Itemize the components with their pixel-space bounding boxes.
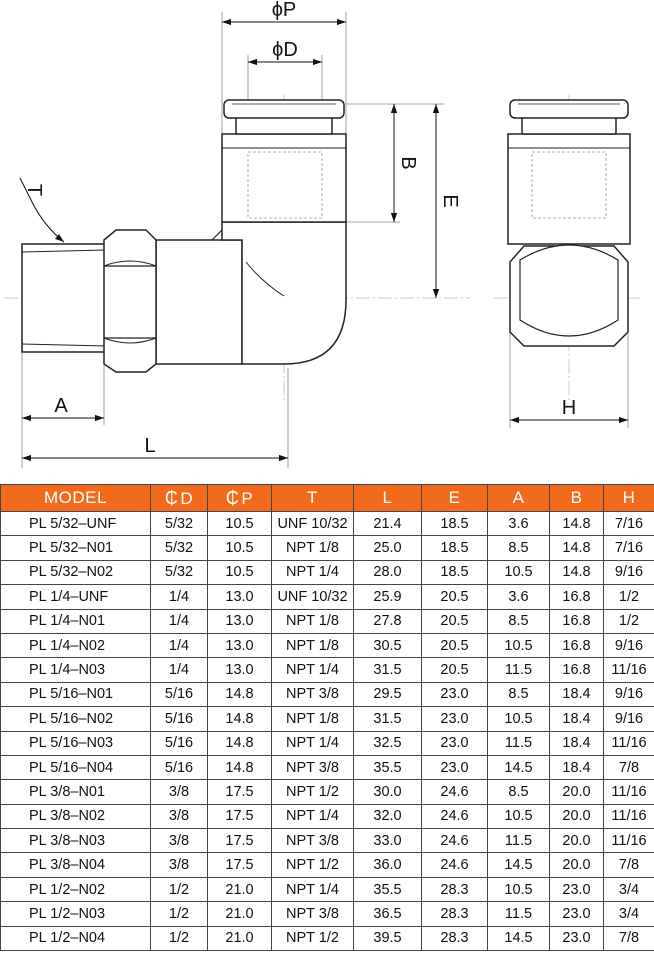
cell-h: 9/16 [604, 682, 654, 706]
table-row [1, 585, 654, 609]
cell-a: 14.5 [488, 853, 550, 877]
cell-model: PL 5/16–N01 [1, 682, 151, 706]
table-row [1, 707, 654, 731]
cell-p: 14.8 [208, 682, 272, 706]
cell-t: UNF 10/32 [272, 512, 354, 536]
cell-t: NPT 1/8 [272, 707, 354, 731]
cell-p: 10.5 [208, 536, 272, 560]
cell-h: 3/4 [604, 902, 654, 926]
cell-l: 35.5 [354, 877, 422, 901]
cell-model: PL 1/4–N02 [1, 633, 151, 657]
diameter-symbol: ₵ [225, 487, 240, 508]
cell-l: 30.0 [354, 780, 422, 804]
cell-l: 32.0 [354, 804, 422, 828]
cell-d: 3/8 [151, 853, 208, 877]
table-row [1, 902, 654, 926]
cell-a: 10.5 [488, 877, 550, 901]
cell-b: 14.8 [550, 512, 604, 536]
cell-e: 23.0 [422, 731, 488, 755]
cell-e: 20.5 [422, 633, 488, 657]
cell-a: 8.5 [488, 536, 550, 560]
cell-t: NPT 1/2 [272, 926, 354, 950]
label-P: ϕP [271, 0, 297, 21]
header-b: B [550, 485, 604, 512]
header-model: MODEL [1, 485, 151, 512]
table-row [1, 780, 654, 804]
cell-h: 7/8 [604, 853, 654, 877]
cell-d: 1/2 [151, 926, 208, 950]
table-row [1, 536, 654, 560]
cell-b: 20.0 [550, 780, 604, 804]
cell-b: 16.8 [550, 658, 604, 682]
cell-model: PL 5/32–UNF [1, 512, 151, 536]
cell-t: NPT 1/4 [272, 877, 354, 901]
cell-b: 16.8 [550, 633, 604, 657]
cell-d: 5/16 [151, 755, 208, 779]
cell-model: PL 5/16–N02 [1, 707, 151, 731]
cell-h: 9/16 [604, 707, 654, 731]
cell-d: 1/4 [151, 658, 208, 682]
cell-model: PL 5/16–N04 [1, 755, 151, 779]
cell-b: 18.4 [550, 755, 604, 779]
vertical-tube [222, 134, 346, 222]
cell-model: PL 5/16–N03 [1, 731, 151, 755]
cell-t: NPT 1/4 [272, 658, 354, 682]
table-row [1, 609, 654, 633]
cell-b: 20.0 [550, 804, 604, 828]
label-B: B [397, 156, 419, 170]
cell-l: 29.5 [354, 682, 422, 706]
cell-b: 23.0 [550, 902, 604, 926]
cell-t: NPT 1/2 [272, 853, 354, 877]
cell-e: 18.5 [422, 512, 488, 536]
cell-a: 14.5 [488, 755, 550, 779]
cell-e: 18.5 [422, 536, 488, 560]
cell-p: 17.5 [208, 804, 272, 828]
cell-t: NPT 1/4 [272, 804, 354, 828]
cell-t: NPT 1/8 [272, 609, 354, 633]
table-row [1, 829, 654, 853]
cell-b: 20.0 [550, 853, 604, 877]
cell-e: 20.5 [422, 609, 488, 633]
cell-h: 9/16 [604, 560, 654, 584]
threaded-end [22, 244, 106, 352]
header-e: E [422, 485, 488, 512]
cell-d: 5/16 [151, 731, 208, 755]
table-body [1, 512, 654, 951]
cell-p: 10.5 [208, 512, 272, 536]
body-tube [156, 240, 242, 364]
cell-l: 31.5 [354, 707, 422, 731]
cell-a: 8.5 [488, 682, 550, 706]
cell-t: UNF 10/32 [272, 585, 354, 609]
cell-d: 5/32 [151, 536, 208, 560]
table-row [1, 512, 654, 536]
cell-l: 25.9 [354, 585, 422, 609]
cell-d: 3/8 [151, 804, 208, 828]
table-row [1, 633, 654, 657]
table-row [1, 682, 654, 706]
label-D: ϕD [272, 39, 298, 61]
diameter-symbol: ₵ [164, 487, 179, 508]
cell-t: NPT 3/8 [272, 755, 354, 779]
cell-b: 23.0 [550, 877, 604, 901]
cell-h: 1/2 [604, 609, 654, 633]
cell-t: NPT 1/4 [272, 731, 354, 755]
cell-e: 28.3 [422, 926, 488, 950]
cell-e: 18.5 [422, 560, 488, 584]
cell-b: 18.4 [550, 707, 604, 731]
cell-h: 1/2 [604, 585, 654, 609]
cell-h: 3/4 [604, 877, 654, 901]
cell-a: 10.5 [488, 707, 550, 731]
cell-p: 17.5 [208, 853, 272, 877]
cell-p: 10.5 [208, 560, 272, 584]
header-h: H [604, 485, 654, 512]
cell-d: 1/2 [151, 877, 208, 901]
cell-a: 10.5 [488, 804, 550, 828]
cell-p: 14.8 [208, 755, 272, 779]
cell-d: 3/8 [151, 780, 208, 804]
cell-e: 24.6 [422, 780, 488, 804]
label-T: T [23, 183, 45, 197]
cell-h: 7/8 [604, 926, 654, 950]
cell-l: 21.4 [354, 512, 422, 536]
cell-a: 11.5 [488, 658, 550, 682]
cell-l: 28.0 [354, 560, 422, 584]
cell-p: 13.0 [208, 658, 272, 682]
cell-h: 9/16 [604, 633, 654, 657]
cell-model: PL 1/4–UNF [1, 585, 151, 609]
cell-b: 14.8 [550, 536, 604, 560]
cell-model: PL 3/8–N04 [1, 853, 151, 877]
cell-d: 3/8 [151, 829, 208, 853]
cell-t: NPT 3/8 [272, 682, 354, 706]
header-t: T [272, 485, 354, 512]
cell-t: NPT 3/8 [272, 829, 354, 853]
cell-p: 14.8 [208, 707, 272, 731]
cell-p: 14.8 [208, 731, 272, 755]
cell-t: NPT 3/8 [272, 902, 354, 926]
cell-model: PL 5/32–N01 [1, 536, 151, 560]
cell-l: 36.5 [354, 902, 422, 926]
cell-h: 11/16 [604, 829, 654, 853]
cell-l: 32.5 [354, 731, 422, 755]
cell-d: 5/32 [151, 560, 208, 584]
side-tube [508, 134, 630, 244]
cell-a: 11.5 [488, 829, 550, 853]
cell-model: PL 1/2–N02 [1, 877, 151, 901]
cell-p: 21.0 [208, 902, 272, 926]
cell-h: 7/16 [604, 512, 654, 536]
cell-model: PL 1/4–N03 [1, 658, 151, 682]
cell-b: 18.4 [550, 731, 604, 755]
cell-model: PL 5/32–N02 [1, 560, 151, 584]
cell-l: 30.5 [354, 633, 422, 657]
cell-p: 21.0 [208, 926, 272, 950]
cell-model: PL 1/2–N04 [1, 926, 151, 950]
cell-model: PL 3/8–N02 [1, 804, 151, 828]
cell-a: 3.6 [488, 585, 550, 609]
cell-b: 14.8 [550, 560, 604, 584]
cell-b: 20.0 [550, 829, 604, 853]
cell-d: 1/4 [151, 609, 208, 633]
cell-d: 5/16 [151, 682, 208, 706]
table-row [1, 560, 654, 584]
label-L: L [144, 435, 156, 457]
cell-a: 10.5 [488, 633, 550, 657]
cell-l: 27.8 [354, 609, 422, 633]
cell-p: 13.0 [208, 633, 272, 657]
cell-t: NPT 1/8 [272, 633, 354, 657]
cell-b: 18.4 [550, 682, 604, 706]
header-d: ₵ D [151, 485, 208, 512]
cell-d: 1/2 [151, 902, 208, 926]
cell-e: 23.0 [422, 755, 488, 779]
table-row [1, 755, 654, 779]
cell-h: 7/8 [604, 755, 654, 779]
cell-model: PL 1/4–N01 [1, 609, 151, 633]
cell-e: 24.6 [422, 804, 488, 828]
table-row [1, 853, 654, 877]
cell-l: 36.0 [354, 853, 422, 877]
cell-a: 11.5 [488, 902, 550, 926]
cell-h: 11/16 [604, 731, 654, 755]
release-cap [224, 100, 344, 118]
side-view [508, 100, 630, 346]
cell-l: 31.5 [354, 658, 422, 682]
table-row [1, 877, 654, 901]
cell-a: 8.5 [488, 609, 550, 633]
cell-e: 20.5 [422, 658, 488, 682]
label-A: A [54, 395, 68, 417]
cell-a: 11.5 [488, 731, 550, 755]
cell-b: 16.8 [550, 609, 604, 633]
cell-h: 7/16 [604, 536, 654, 560]
cell-p: 13.0 [208, 585, 272, 609]
cell-model: PL 3/8–N01 [1, 780, 151, 804]
cell-d: 5/32 [151, 512, 208, 536]
cell-b: 16.8 [550, 585, 604, 609]
cell-e: 20.5 [422, 585, 488, 609]
table-header-row [1, 485, 654, 512]
cell-p: 13.0 [208, 609, 272, 633]
cell-l: 33.0 [354, 829, 422, 853]
cell-h: 11/16 [604, 780, 654, 804]
cell-d: 1/4 [151, 585, 208, 609]
cell-d: 1/4 [151, 633, 208, 657]
cell-h: 11/16 [604, 658, 654, 682]
table-row [1, 658, 654, 682]
header-l: L [354, 485, 422, 512]
hex-nut [104, 230, 156, 372]
cell-a: 14.5 [488, 926, 550, 950]
cell-l: 25.0 [354, 536, 422, 560]
label-H: H [561, 397, 577, 419]
cell-b: 23.0 [550, 926, 604, 950]
cell-a: 8.5 [488, 780, 550, 804]
cell-a: 10.5 [488, 560, 550, 584]
spec-table [0, 484, 654, 951]
front-view [22, 100, 346, 372]
cell-model: PL 1/2–N03 [1, 902, 151, 926]
cell-l: 35.5 [354, 755, 422, 779]
cell-t: NPT 1/2 [272, 780, 354, 804]
table-row [1, 731, 654, 755]
cell-e: 28.3 [422, 902, 488, 926]
cell-e: 23.0 [422, 707, 488, 731]
cell-p: 17.5 [208, 780, 272, 804]
cell-d: 5/16 [151, 707, 208, 731]
cell-e: 24.6 [422, 829, 488, 853]
cell-h: 11/16 [604, 804, 654, 828]
label-E: E [439, 194, 461, 208]
table-row [1, 926, 654, 950]
cell-p: 21.0 [208, 877, 272, 901]
header-p: ₵ P [208, 485, 272, 512]
side-cap [510, 100, 628, 118]
cell-p: 17.5 [208, 829, 272, 853]
cell-e: 23.0 [422, 682, 488, 706]
cell-t: NPT 1/8 [272, 536, 354, 560]
table-row [1, 804, 654, 828]
cell-model: PL 3/8–N03 [1, 829, 151, 853]
cell-e: 28.3 [422, 877, 488, 901]
cell-a: 3.6 [488, 512, 550, 536]
cell-e: 24.6 [422, 853, 488, 877]
cell-l: 39.5 [354, 926, 422, 950]
cell-t: NPT 1/4 [272, 560, 354, 584]
header-a: A [488, 485, 550, 512]
